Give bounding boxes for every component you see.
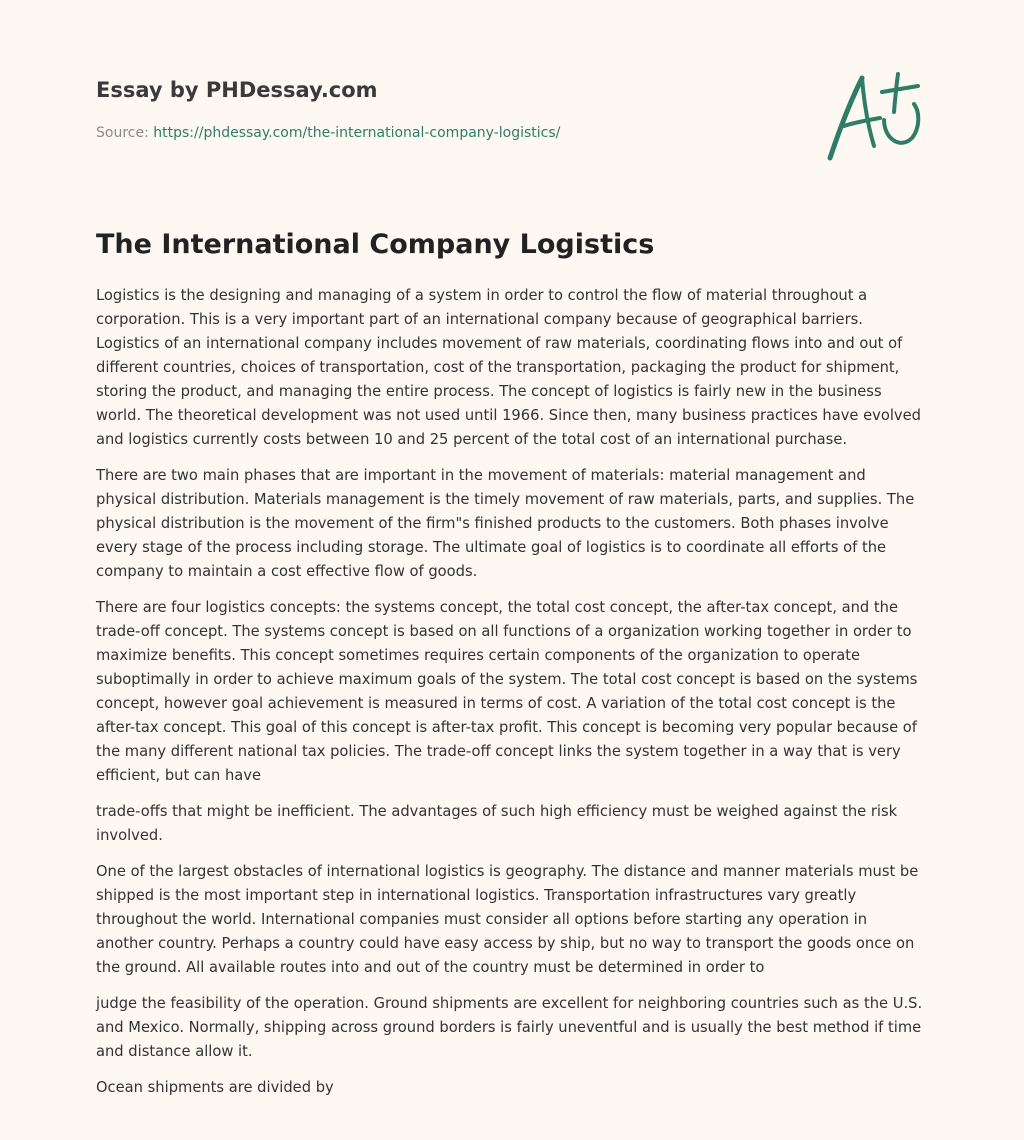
source-line — [96, 123, 560, 143]
paragraph: Ocean shipments are divided by — [96, 1079, 334, 1096]
paragraph: There are two main phases that are important in the movement of materials: material management and physical distribution. Materials management is the timely movement of raw materials, parts, and supplies. The physical distribution is the movement of the firm"s finished products to the customers. Both phases involve every stage of the process including storage. The ultimate goal of logistics is to coordinate all efforts of the company to maintain a cost effective flow of goods. — [96, 467, 915, 580]
site-brand: Essay by PHDessay.com — [96, 78, 378, 102]
essay-title: The International Company Logistics — [96, 229, 655, 260]
paragraph: Logistics is the designing and managing of a system in order to control the flow of material throughout a corporation. This is a very important part of an international company because of geographical barriers. Logistics of an international company includes movement of raw materials, coordinating flows into and out of different countries, choices of transportation, cost of the transportation, packaging the product for shipment, storing the product, and managing the entire process. The concept of logistics is fairly new in the business world. The theoretical development was not used until 1966. Since then, many business practices have evolved and logistics currently costs between 10 and 25 percent of the total cost of an international purchase. — [96, 287, 921, 448]
paragraph: There are four logistics concepts: the systems concept, the total cost concept, the after-tax concept, and the trade-off concept. The systems concept is based on all functions of a organization working together in order to maximize benefits. This concept sometimes requires certain components of the organization to operate suboptimally in order to achieve maximum goals of the system. The total cost concept is based on the systems concept, however goal achievement is measured in terms of cost. A variation of the total cost concept is the after-tax concept. This goal of this concept is after-tax profit. This concept is becoming very popular because of the many different national tax policies. The trade-off concept links the system together in a way that is very efficient, but can have — [96, 599, 918, 784]
essay-body — [96, 284, 928, 1112]
paragraph: trade-offs that might be inefficient. The advantages of such high efficiency must be weighed against the risk involved. — [96, 803, 898, 844]
source-link[interactable]: https://phdessay.com/the-international-company-logistics/ — [153, 125, 561, 141]
source-label: Source: — [96, 125, 149, 141]
page-header — [96, 76, 928, 141]
a-plus-logo-icon — [822, 68, 930, 164]
paragraph: judge the feasibility of the operation. Ground shipments are excellent for neighboring countries such as the U.S. and Mexico. Normally, shipping across ground borders is fairly uneventful and is usually the best method if time and distance allow it. — [96, 995, 923, 1060]
paragraph: One of the largest obstacles of international logistics is geography. The distance and manner materials must be shipped is the most important step in international logistics. Transportation infrastructures vary greatly throughout the world. International companies must consider all options before starting any operation in another country. Perhaps a country could have easy access by ship, but no way to transport the goods once on the ground. All available routes into and out of the country must be determined in order to — [96, 863, 919, 976]
